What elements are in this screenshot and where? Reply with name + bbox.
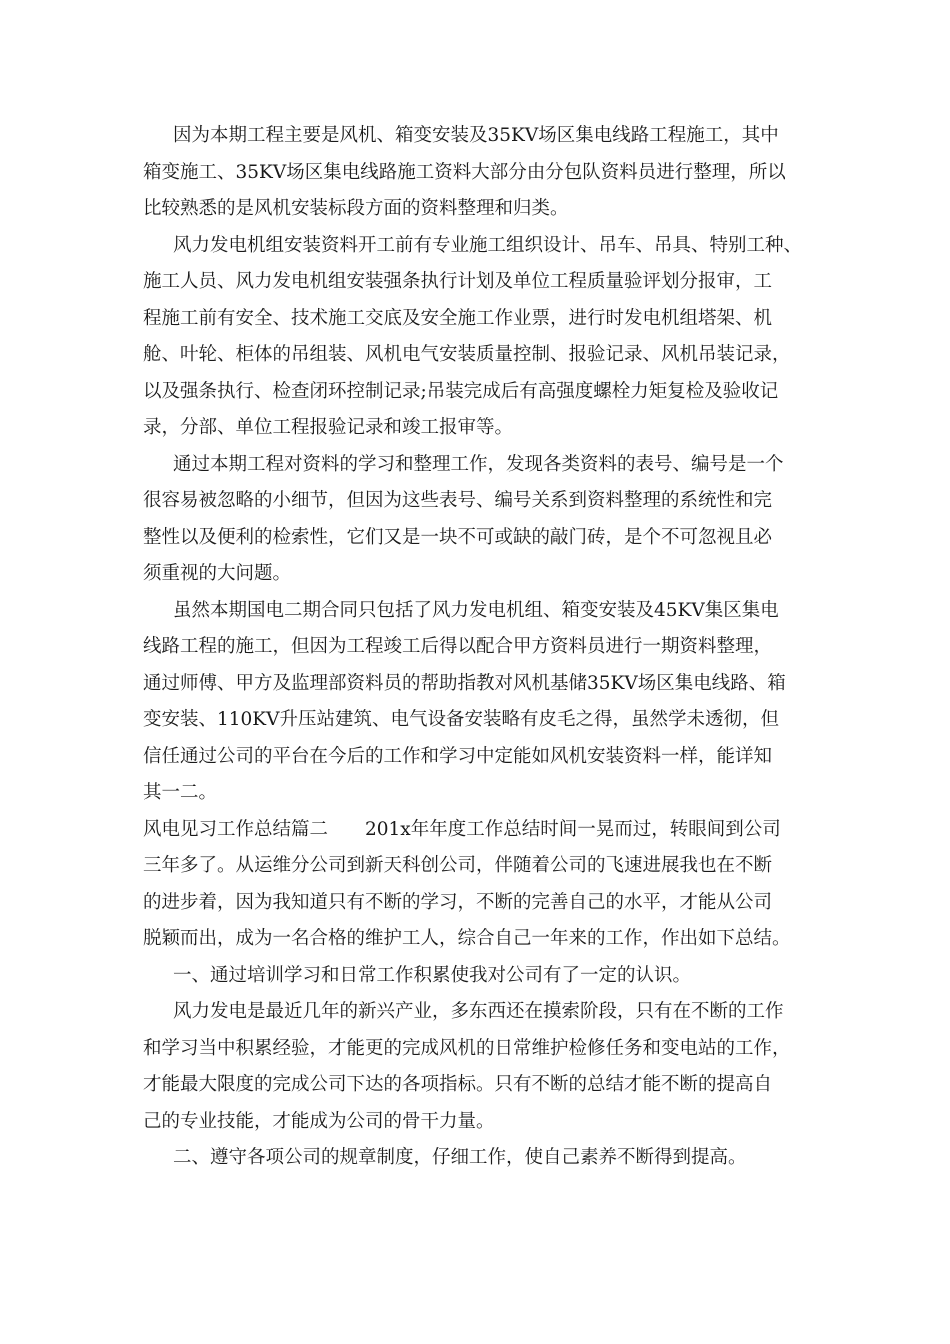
text-line: 很容易被忽略的小细节，但因为这些表号、编号关系到资料整理的系统性和完: [143, 490, 773, 511]
text-line: 虽然本期国电二期合同只包括了风力发电机组、箱变安装及45KV集区集电: [173, 599, 779, 621]
text-line: 和学习当中积累经验，才能更的完成风机的日常维护检修任务和变电站的工作，: [143, 1037, 791, 1059]
text-line: 箱变施工、35KV场区集电线路施工资料大部分由分包队资料员进行整理，所以: [143, 161, 786, 183]
text-line: 信任通过公司的平台在今后的工作和学习中定能如风机安装资料一样，能详知: [143, 745, 773, 767]
text-line: 风力发电机组安装资料开工前有专业施工组织设计、吊车、吊具、特别工种、: [173, 234, 803, 256]
text-line: 变安装、110KV升压站建筑、电气设备安装略有皮毛之得，虽然学未透彻，但: [143, 709, 779, 730]
text-line: 风力发电是最近几年的新兴产业，多东西还在摸索阶段，只有在不断的工作: [173, 1001, 784, 1022]
text-line: 通过师傅、甲方及监理部资料员的帮助指教对风机基储35KV场区集电线路、箱: [143, 672, 786, 694]
text-line: 三年多了。从运维分公司到新天科创公司，伴随着公司的飞速进展我也在不断: [143, 855, 773, 876]
text-line: 因为本期工程主要是风机、箱变安装及35KV场区集电线路工程施工，其中: [173, 125, 779, 146]
text-line: 一、通过培训学习和日常工作积累使我对公司有了一定的认识。: [173, 964, 692, 986]
text-line: 脱颖而出，成为一名合格的维护工人，综合自己一年来的工作，作出如下总结。: [143, 928, 791, 949]
text-line: 己的专业技能，才能成为公司的骨干力量。: [143, 1110, 495, 1132]
text-line: 的进步着，因为我知道只有不断的学习，不断的完善自己的水平，才能从公司: [143, 891, 773, 913]
text-line: 须重视的大问题。: [143, 563, 292, 584]
text-line: 二、遵守各项公司的规章制度，仔细工作，使自己素养不断得到提高。: [173, 1147, 747, 1168]
text-line: 整性以及便利的检索性，它们又是一块不可或缺的敲门砖，是个不可忽视且必: [143, 526, 773, 548]
text-line: 舱、叶轮、柜体的吊组装、风机电气安装质量控制、报验记录、风机吊装记录，: [143, 344, 791, 365]
text-line: 程施工前有安全、技术施工交底及安全施工作业票，进行时发电机组塔架、机: [143, 307, 773, 329]
text-line: 线路工程的施工，但因为工程竣工后得以配合甲方资料员进行一期资料整理，: [143, 636, 773, 657]
document-body: [143, 118, 813, 1177]
text-line: 录，分部、单位工程报验记录和竣工报审等。: [143, 417, 514, 438]
text-line: 通过本期工程对资料的学习和整理工作，发现各类资料的表号、编号是一个: [173, 453, 784, 475]
text-line: 风电见习工作总结篇二 201x年年度工作总结时间一晃而过，转眼间到公司: [143, 818, 781, 840]
text-line: 才能最大限度的完成公司下达的各项指标。只有不断的总结才能不断的提高自: [143, 1074, 773, 1095]
text-line: 施工人员、风力发电机组安装强条执行计划及单位工程质量验评划分报审，工: [143, 271, 773, 292]
text-line: 以及强条执行、检查闭环控制记录;吊装完成后有高强度螺栓力矩复检及验收记: [143, 380, 779, 402]
text-line: 比较熟悉的是风机安装标段方面的资料整理和归类。: [143, 198, 569, 219]
text-line: 其一二。: [143, 782, 218, 803]
